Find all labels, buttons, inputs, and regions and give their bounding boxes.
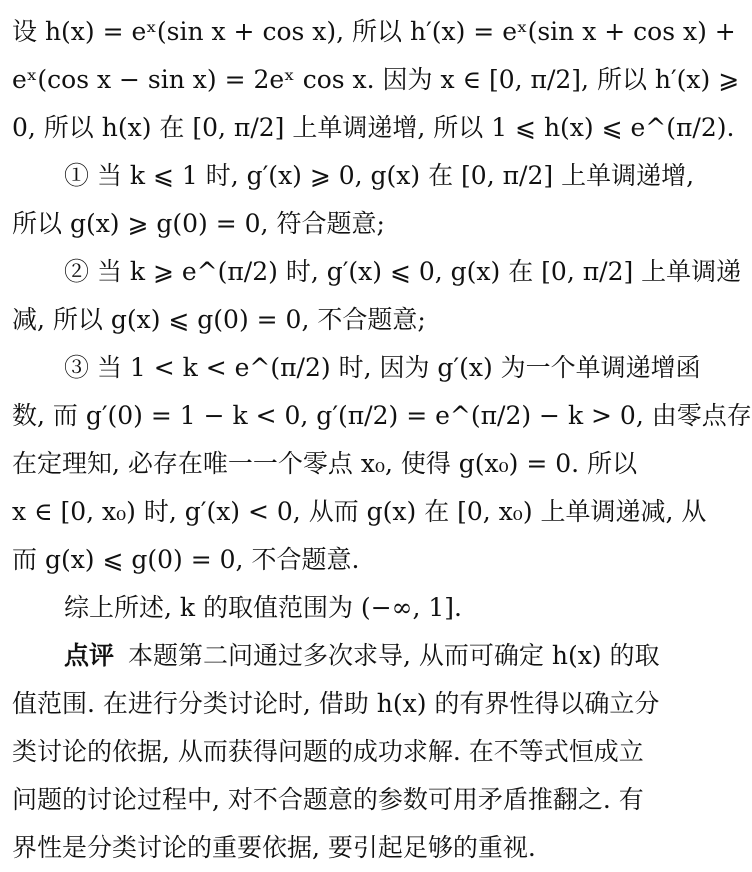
comment-line-4: 问题的讨论过程中, 对不合题意的参数可用矛盾推翻之. 有 [12, 785, 644, 814]
comment-line-3: 类讨论的依据, 从而获得问题的成功求解. 在不等式恒成立 [12, 737, 644, 766]
comment-text-1: 本题第二问通过多次求导, 从而可确定 h(x) 的取 [128, 641, 660, 670]
case-2-line-2: 减, 所以 g(x) ⩽ g(0) = 0, 不合题意; [12, 305, 426, 334]
comment-line-2: 值范围. 在进行分类讨论时, 借助 h(x) 的有界性得以确立分 [12, 689, 660, 718]
case-3-line-3: 在定理知, 必存在唯一一个零点 x₀, 使得 g(x₀) = 0. 所以 [12, 449, 638, 478]
case-3-line-4: x ∈ [0, x₀) 时, g′(x) < 0, 从而 g(x) 在 [0, x₀) 上单调递减, 从 [12, 497, 707, 526]
text-line-2: eˣ(cos x − sin x) = 2eˣ cos x. 因为 x ∈ [0, π/2], 所以 h′(x) ⩾ [12, 65, 740, 94]
text-line-3: 0, 所以 h(x) 在 [0, π/2] 上单调递增, 所以 1 ⩽ h(x) ⩽ e^(π/2). [12, 113, 735, 142]
case-3-line-2: 数, 而 g′(0) = 1 − k < 0, g′(π/2) = e^(π/2) − k > 0, 由零点存 [12, 401, 752, 430]
text-line-1: 设 h(x) = eˣ(sin x + cos x), 所以 h′(x) = eˣ(sin x + cos x) + [12, 17, 736, 46]
case-1-line-1: ① 当 k ⩽ 1 时, g′(x) ⩾ 0, g(x) 在 [0, π/2] 上单调递增, [64, 161, 695, 190]
case-1-line-2: 所以 g(x) ⩾ g(0) = 0, 符合题意; [12, 209, 385, 238]
comment-line-5: 界性是分类讨论的重要依据, 要引起足够的重视. [12, 833, 536, 862]
comment-label: 点评 [64, 641, 115, 670]
comment-line-1 [12, 632, 660, 680]
conclusion-line: 综上所述, k 的取值范围为 (−∞, 1]. [64, 593, 462, 622]
case-3-line-1: ③ 当 1 < k < e^(π/2) 时, 因为 g′(x) 为一个单调递增函 [64, 353, 701, 382]
case-2-line-1: ② 当 k ⩾ e^(π/2) 时, g′(x) ⩽ 0, g(x) 在 [0, π/2] 上单调递 [64, 257, 742, 286]
case-3-line-5: 而 g(x) ⩽ g(0) = 0, 不合题意. [12, 545, 360, 574]
